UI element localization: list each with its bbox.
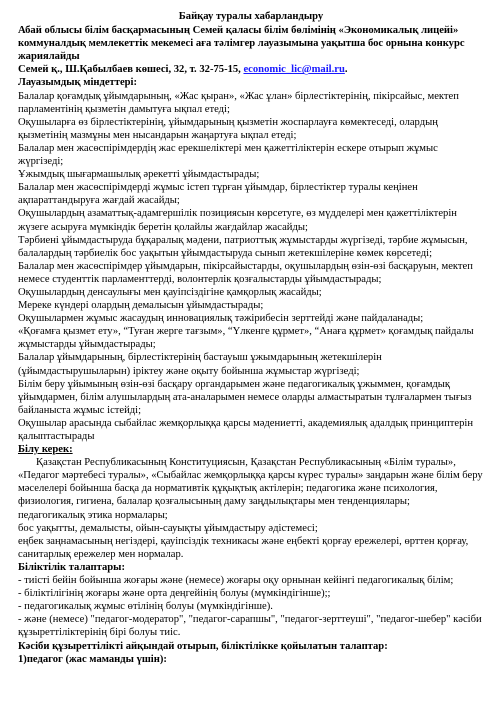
- duty-item: Балалар ұйымдарының, бірлестіктерінің бастауыш ұжымдарының жетекшілерін (ұйымдастырушыларын) іріктеу және оқыту бойынша жұмыстар жүргізеді;: [18, 352, 382, 377]
- duty-item: Оқушылар арасында сыбайлас жемқорлыққа қарсы мәдениетті, академиялық адалдық принциптерін қалыптастырады: [18, 417, 473, 442]
- duty-item: Оқушылардың денсаулығы мен қауіпсіздігіне қамқорлық жасайды;: [18, 286, 322, 298]
- duty-item: Балалар мен жасөспірімдер ұйымдарын, пікірсайыстарды, оқушылардың өзін-өзі басқаруын, мектеп немесе студенттік парламенттерді, волонтерлік қозғалыстарды ұйымдастырады;: [18, 260, 473, 285]
- duty-item: Оқушыларға өз бірлестіктерінің, ұйымдарының қызметін жоспарлауға көмектеседі, олардың қызметінің мазмұны мен нысандарын жаңартуға ықпал етеді;: [18, 116, 438, 141]
- knowledge-item: еңбек заңнамасының негіздері, қауіпсіздік техникасы және еңбекті қорғау ережелері, өрттен қорғау, санитарлық ережелер мен нормалар.: [18, 535, 469, 560]
- qualification-heading: Біліктілік талаптары:: [18, 561, 125, 573]
- knowledge-list: [18, 456, 484, 561]
- address-line: [18, 63, 484, 76]
- qualification-item: - тиісті бейін бойынша жоғары және (немесе) жоғары оқу орнынан кейінгі педагогикалық білім;: [18, 575, 454, 587]
- competence-heading: Кәсіби құзыреттілікті айқындай отырып, біліктілікке қойылатын талаптар:: [18, 640, 388, 652]
- qualification-item: - педагогикалық жұмыс өтілінің болуы (мүмкіндігінше).: [18, 601, 273, 613]
- duty-item: Оқушылардың азаматтық-адамгершілік позициясын көрсетуге, өз мүдделері мен қажеттіліктерін жүзеге асыруға мүмкіндік беретін қолайлы жағдайлар жасайды;: [18, 208, 457, 233]
- address-tail: .: [344, 64, 348, 76]
- knowledge-item: бос уақытты, демалысты, ойын-сауықты ұйымдастыру әдістемесі;: [18, 522, 318, 534]
- address-text: Семей қ., Ш.Қабылбаев көшесі, 32, т. 32-75-15,: [18, 64, 244, 76]
- duty-item: Мереке күндері олардың демалысын ұйымдастырады;: [18, 300, 264, 312]
- qualification-item: - біліктілігінің жоғары және орта деңгейінің болуы (мүмкіндігінше);;: [18, 588, 331, 600]
- duty-item: Тәрбиені ұйымдастыруда бұқаралық мәдени, патриоттық жұмыстарды жүргізеді, тәрбие жұмысын, балалардың тәрбиелік бос уақытын ұйымдастыруда сынып жетекшілеріне көмек көрсетеді;: [18, 234, 468, 259]
- duty-item: Балалар қоғамдық ұйымдарының, «Жас қыран», «Жас ұлан» бірлестіктерінің, пікірсайыс, мектеп парламентінің қызметін дамытуға ықпал етеді;: [18, 90, 459, 115]
- duty-item: Балалар мен жасөспірімдердің жас ерекшеліктері мен қажеттіліктерін ескере отырып жұмыс жүргізеді;: [18, 142, 438, 168]
- organization-header: Абай облысы білім басқармасының Семей қаласы білім бөлімінің «Экономикалық лицейі» коммуналдық мемлекеттік мекемесі аға тәлімгер лауазымына уақытша бос орнына конкурс жариялайды: [18, 25, 465, 63]
- duties-heading: Лауазымдық міндеттері:: [18, 77, 138, 89]
- qualification-item: - және (немесе) "педагог-модератор", "педагог-сарапшы", "педагог-зерттеуші", "педагог-шебер" кәсіби құзыреттіліктерінің бірі болуы тиіс.: [18, 614, 482, 639]
- qualification-list: [18, 574, 484, 639]
- knowledge-item: педагогикалық этика нормалары;: [18, 509, 168, 521]
- duty-item: «Қоғамға қызмет ету», “Туған жерге тағзым», “Үлкенге құрмет», “Анаға құрмет» қоғамдық пайдалы жұмыстарды ұйымдастырады;: [18, 326, 474, 351]
- duty-item: Балалар мен жасөспірімдерді жұмыс істеп тұрған ұйымдар, бірлестіктер туралы кеңінен ақпараттандыруға жағдай жасайды;: [18, 182, 418, 207]
- knowledge-heading: Білу керек:: [18, 444, 73, 456]
- duty-item: Оқушылармен жұмыс жасаудың инновациялық тәжірибесін зерттейді және пайдаланады;: [18, 313, 424, 325]
- duty-item: Білім беру ұйымының өзін-өзі басқару органдарымен және педагогикалық ұжыммен, қоғамдық ұйымдармен, білім алушылардың ата-аналарымен немесе оларды алмастыратын тұлғалармен тығыз байланыста жұмыс істейді;: [18, 378, 472, 416]
- duties-list: [18, 90, 484, 444]
- knowledge-item: Қазақстан Республикасының Конституциясын, Қазақстан Республикасының «Білім туралы», «Педагог мәртебесі туралы», «Сыбайлас жемқорлыққа қарсы күрес туралы» заңдарын және білім беру мәселелері бойынша басқа да нормативтік құқықтық актілерін; педагогика және психология, физиология, гигиена, балалар қозғалысының даму заңдылықтары мен тенденциялары;: [18, 457, 483, 508]
- document-title: Байқау туралы хабарландыру: [178, 11, 324, 22]
- email-link[interactable]: economic_lic@mail.ru: [243, 64, 345, 76]
- competence-item-1: 1)педагог (жас маманды үшін):: [18, 653, 167, 665]
- duty-item: Ұжымдық шығармашылық әрекетті ұйымдастырады;: [18, 169, 260, 181]
